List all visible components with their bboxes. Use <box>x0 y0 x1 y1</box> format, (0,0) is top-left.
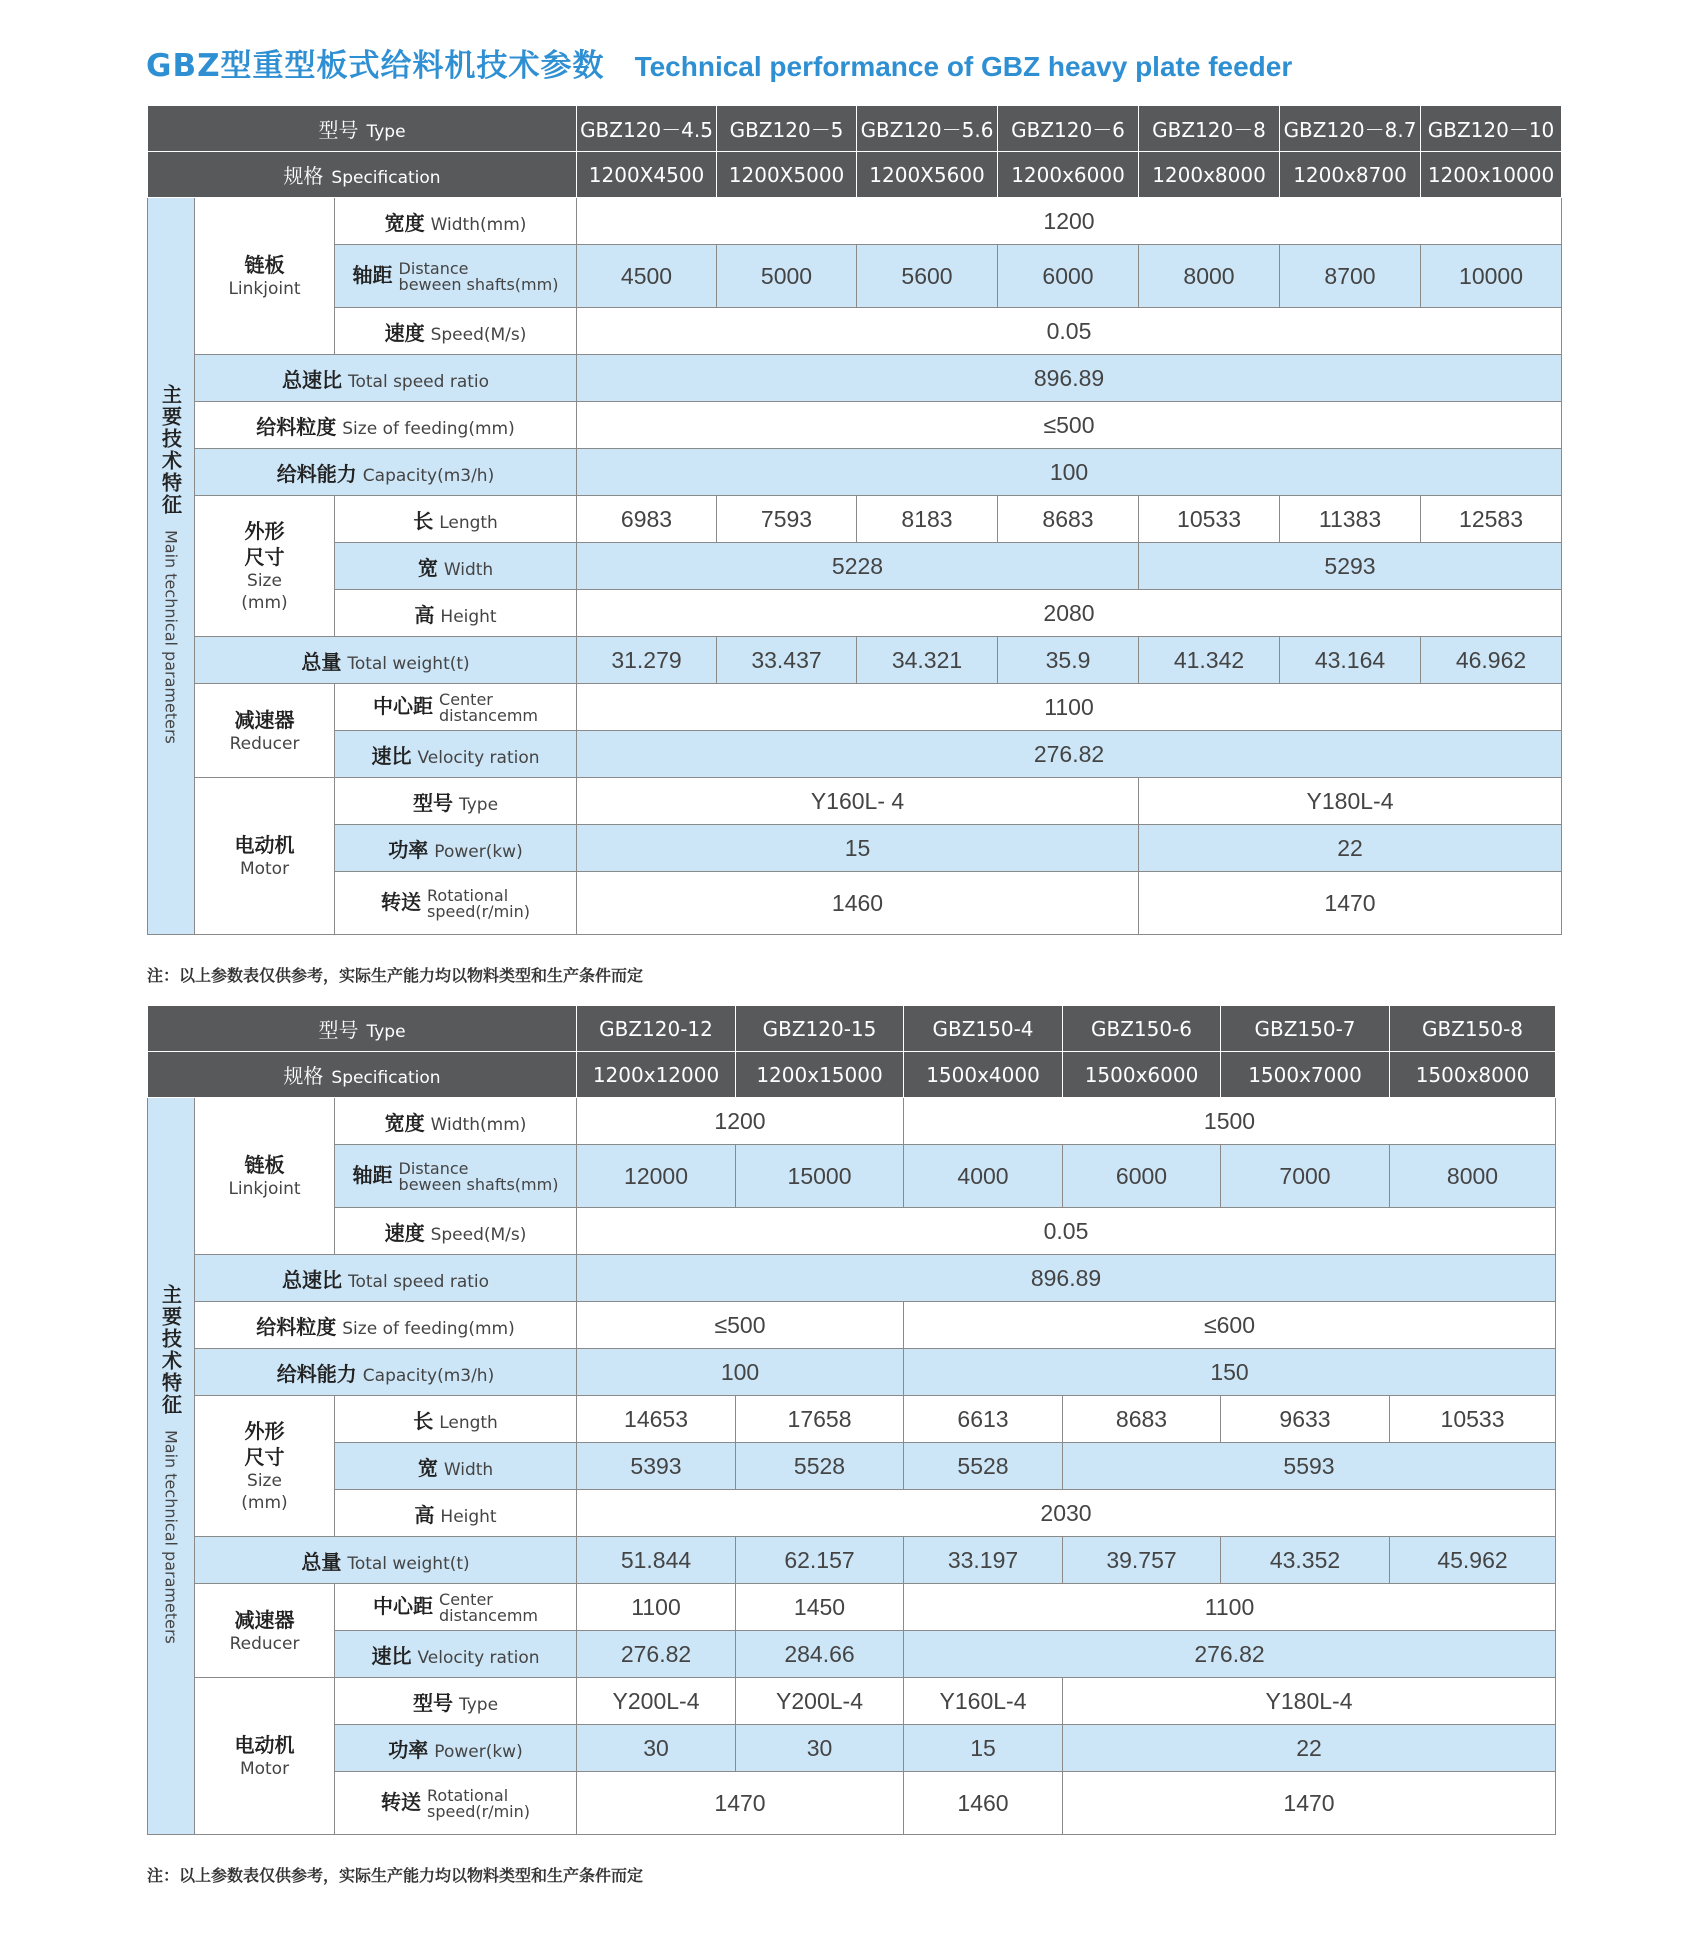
capacity-label: 给料能力 Capacity(m3/h) <box>195 449 577 496</box>
width-label: 宽度 Width(mm) <box>335 1098 577 1145</box>
center-label: 中心距 Center distancemm <box>335 684 577 731</box>
type-cell: GBZ120－10 <box>1421 106 1562 152</box>
title-chinese: GBZ型重型板式给料机技术参数 <box>146 48 605 84</box>
size-width-cell: 5393 <box>577 1443 736 1490</box>
type-cell: GBZ120－5 <box>717 106 857 152</box>
velocity-label: 速比 Velocity ration <box>335 1631 577 1678</box>
spec-table-1 <box>147 105 1562 935</box>
length-cell: 12583 <box>1421 496 1562 543</box>
speed-row <box>148 1208 1556 1255</box>
length-cell: 7593 <box>717 496 857 543</box>
length-cell: 9633 <box>1221 1396 1390 1443</box>
ratio-value: 896.89 <box>577 1255 1556 1302</box>
size-width-row <box>148 1443 1556 1490</box>
feed-cell: ≤500 <box>577 1302 904 1349</box>
spec-cell: 1200x10000 <box>1421 152 1562 198</box>
reducer-label: 减速器 Reducer <box>195 684 335 778</box>
weight-cell: 43.352 <box>1221 1537 1390 1584</box>
type-cell: GBZ150-6 <box>1063 1006 1221 1052</box>
type-cell: GBZ120－8 <box>1139 106 1280 152</box>
spec-cell: 1500x7000 <box>1221 1052 1390 1098</box>
weight-cell: 39.757 <box>1063 1537 1221 1584</box>
weight-cell: 33.197 <box>904 1537 1063 1584</box>
size-width-row <box>148 543 1562 590</box>
spec-cell: 1200X4500 <box>577 152 717 198</box>
motor-type-cell: Y180L-4 <box>1063 1678 1556 1725</box>
spec-cell: 1200x15000 <box>736 1052 904 1098</box>
distance-cell: 6000 <box>1063 1145 1221 1208</box>
height-value: 2030 <box>577 1490 1556 1537</box>
motor-type-cell: Y160L- 4 <box>577 778 1139 825</box>
reducer-label: 减速器 Reducer <box>195 1584 335 1678</box>
weight-label: 总量 Total weight(t) <box>195 1537 577 1584</box>
speed-value: 0.05 <box>577 1208 1556 1255</box>
size-label: 外形 尺寸 Size (mm) <box>195 1396 335 1537</box>
page-title <box>146 40 1292 84</box>
distance-cell: 4500 <box>577 245 717 308</box>
rotation-cell: 1460 <box>904 1772 1063 1835</box>
ratio-row <box>148 355 1562 402</box>
weight-cell: 43.164 <box>1280 637 1421 684</box>
length-cell: 11383 <box>1280 496 1421 543</box>
motor-type-cell: Y200L-4 <box>577 1678 736 1725</box>
spec-row <box>148 1052 1556 1098</box>
distance-cell: 10000 <box>1421 245 1562 308</box>
distance-cell: 5000 <box>717 245 857 308</box>
distance-cell: 6000 <box>998 245 1139 308</box>
linkjoint-label: 链板 Linkjoint <box>195 1098 335 1255</box>
weight-cell: 45.962 <box>1390 1537 1556 1584</box>
note-1: 注：以上参数表仅供参考，实际生产能力均以物料类型和生产条件而定 <box>147 966 644 985</box>
weight-row <box>148 1537 1556 1584</box>
motor-type-cell: Y180L-4 <box>1139 778 1562 825</box>
capacity-row <box>148 449 1562 496</box>
type-cell: GBZ150-8 <box>1390 1006 1556 1052</box>
feed-value: ≤500 <box>577 402 1562 449</box>
size-width-label: 宽 Width <box>335 1443 577 1490</box>
speed-value: 0.05 <box>577 308 1562 355</box>
ratio-value: 896.89 <box>577 355 1562 402</box>
side-label: 主要技术特征 Main technical parameters <box>148 1098 195 1835</box>
type-header: 型号 Type <box>148 106 577 152</box>
distance-row <box>148 1145 1556 1208</box>
type-cell: GBZ120－8.7 <box>1280 106 1421 152</box>
center-cell: 1450 <box>736 1584 904 1631</box>
width-label: 宽度 Width(mm) <box>335 198 577 245</box>
power-cell: 30 <box>577 1725 736 1772</box>
spec-cell: 1200x8000 <box>1139 152 1280 198</box>
capacity-label: 给料能力 Capacity(m3/h) <box>195 1349 577 1396</box>
center-row <box>148 684 1562 731</box>
ratio-row <box>148 1255 1556 1302</box>
rotation-cell: 1470 <box>1139 872 1562 935</box>
note-2: 注：以上参数表仅供参考，实际生产能力均以物料类型和生产条件而定 <box>147 1866 644 1885</box>
size-label: 外形 尺寸 Size (mm) <box>195 496 335 637</box>
width-row <box>148 198 1562 245</box>
power-row <box>148 1725 1556 1772</box>
speed-label: 速度 Speed(M/s) <box>335 1208 577 1255</box>
weight-cell: 31.279 <box>577 637 717 684</box>
linkjoint-label: 链板 Linkjoint <box>195 198 335 355</box>
power-cell: 15 <box>577 825 1139 872</box>
distance-cell: 4000 <box>904 1145 1063 1208</box>
weight-cell: 34.321 <box>857 637 998 684</box>
type-header: 型号 Type <box>148 1006 577 1052</box>
distance-cell: 8000 <box>1139 245 1280 308</box>
weight-cell: 51.844 <box>577 1537 736 1584</box>
power-cell: 22 <box>1139 825 1562 872</box>
length-row <box>148 1396 1556 1443</box>
distance-label: 轴距 Distance beween shafts(mm) <box>335 245 577 308</box>
rotation-cell: 1460 <box>577 872 1139 935</box>
distance-cell: 5600 <box>857 245 998 308</box>
type-cell: GBZ120－6 <box>998 106 1139 152</box>
power-label: 功率 Power(kw) <box>335 1725 577 1772</box>
motor-type-label: 型号 Type <box>335 1678 577 1725</box>
weight-cell: 33.437 <box>717 637 857 684</box>
length-cell: 17658 <box>736 1396 904 1443</box>
height-value: 2080 <box>577 590 1562 637</box>
distance-cell: 8000 <box>1390 1145 1556 1208</box>
type-cell: GBZ120－5.6 <box>857 106 998 152</box>
length-cell: 8183 <box>857 496 998 543</box>
motor-label: 电动机 Motor <box>195 778 335 935</box>
rotation-row <box>148 872 1562 935</box>
spec-cell: 1500x4000 <box>904 1052 1063 1098</box>
rotation-row <box>148 1772 1556 1835</box>
center-cell: 1100 <box>577 1584 736 1631</box>
spec-cell: 1200x12000 <box>577 1052 736 1098</box>
length-label: 长 Length <box>335 496 577 543</box>
height-row <box>148 1490 1556 1537</box>
size-width-cell: 5593 <box>1063 1443 1556 1490</box>
ratio-label: 总速比 Total speed ratio <box>195 1255 577 1302</box>
center-row <box>148 1584 1556 1631</box>
weight-cell: 46.962 <box>1421 637 1562 684</box>
distance-cell: 15000 <box>736 1145 904 1208</box>
length-cell: 10533 <box>1390 1396 1556 1443</box>
length-cell: 14653 <box>577 1396 736 1443</box>
length-cell: 8683 <box>998 496 1139 543</box>
spec-row <box>148 152 1562 198</box>
rotation-cell: 1470 <box>1063 1772 1556 1835</box>
title-english: Technical performance of GBZ heavy plate feeder <box>634 51 1293 82</box>
power-cell: 15 <box>904 1725 1063 1772</box>
weight-cell: 41.342 <box>1139 637 1280 684</box>
spec-cell: 1200X5000 <box>717 152 857 198</box>
velocity-cell: 284.66 <box>736 1631 904 1678</box>
feed-row <box>148 1302 1556 1349</box>
distance-cell: 8700 <box>1280 245 1421 308</box>
size-width-cell: 5528 <box>736 1443 904 1490</box>
type-cell: GBZ120－4.5 <box>577 106 717 152</box>
type-cell: GBZ150-7 <box>1221 1006 1390 1052</box>
ratio-label: 总速比 Total speed ratio <box>195 355 577 402</box>
motor-type-row <box>148 778 1562 825</box>
height-row <box>148 590 1562 637</box>
width-cell: 1500 <box>904 1098 1556 1145</box>
distance-row <box>148 245 1562 308</box>
width-cell: 1200 <box>577 1098 904 1145</box>
type-row <box>148 106 1562 152</box>
motor-type-label: 型号 Type <box>335 778 577 825</box>
spec-cell: 1200x8700 <box>1280 152 1421 198</box>
velocity-cell: 276.82 <box>904 1631 1556 1678</box>
feed-label: 给料粒度 Size of feeding(mm) <box>195 402 577 449</box>
capacity-value: 100 <box>577 449 1562 496</box>
spec-cell: 1500x8000 <box>1390 1052 1556 1098</box>
type-cell: GBZ150-4 <box>904 1006 1063 1052</box>
size-width-cell: 5528 <box>904 1443 1063 1490</box>
feed-cell: ≤600 <box>904 1302 1556 1349</box>
feed-row <box>148 402 1562 449</box>
motor-type-cell: Y160L-4 <box>904 1678 1063 1725</box>
center-label: 中心距 Center distancemm <box>335 1584 577 1631</box>
speed-row <box>148 308 1562 355</box>
distance-cell: 7000 <box>1221 1145 1390 1208</box>
capacity-cell: 150 <box>904 1349 1556 1396</box>
weight-label: 总量 Total weight(t) <box>195 637 577 684</box>
length-cell: 6613 <box>904 1396 1063 1443</box>
power-label: 功率 Power(kw) <box>335 825 577 872</box>
power-cell: 22 <box>1063 1725 1556 1772</box>
width-value: 1200 <box>577 198 1562 245</box>
size-width-cell: 5228 <box>577 543 1139 590</box>
spec-cell: 1200x6000 <box>998 152 1139 198</box>
height-label: 高 Height <box>335 590 577 637</box>
capacity-cell: 100 <box>577 1349 904 1396</box>
type-cell: GBZ120-12 <box>577 1006 736 1052</box>
center-value: 1100 <box>577 684 1562 731</box>
spec-header: 规格 Specification <box>148 152 577 198</box>
type-cell: GBZ120-15 <box>736 1006 904 1052</box>
rotation-cell: 1470 <box>577 1772 904 1835</box>
length-cell: 10533 <box>1139 496 1280 543</box>
size-width-label: 宽 Width <box>335 543 577 590</box>
height-label: 高 Height <box>335 1490 577 1537</box>
length-row <box>148 496 1562 543</box>
capacity-row <box>148 1349 1556 1396</box>
length-cell: 6983 <box>577 496 717 543</box>
motor-type-cell: Y200L-4 <box>736 1678 904 1725</box>
rotation-label: 转送 Rotational speed(r/min) <box>335 872 577 935</box>
distance-cell: 12000 <box>577 1145 736 1208</box>
power-row <box>148 825 1562 872</box>
weight-cell: 62.157 <box>736 1537 904 1584</box>
velocity-cell: 276.82 <box>577 1631 736 1678</box>
center-cell: 1100 <box>904 1584 1556 1631</box>
feed-label: 给料粒度 Size of feeding(mm) <box>195 1302 577 1349</box>
spec-cell: 1200X5600 <box>857 152 998 198</box>
weight-row <box>148 637 1562 684</box>
motor-type-row <box>148 1678 1556 1725</box>
motor-label: 电动机 Motor <box>195 1678 335 1835</box>
velocity-row <box>148 1631 1556 1678</box>
size-width-cell: 5293 <box>1139 543 1562 590</box>
side-label: 主要技术特征 Main technical parameters <box>148 198 195 935</box>
weight-cell: 35.9 <box>998 637 1139 684</box>
length-label: 长 Length <box>335 1396 577 1443</box>
spec-header: 规格 Specification <box>148 1052 577 1098</box>
width-row <box>148 1098 1556 1145</box>
length-cell: 8683 <box>1063 1396 1221 1443</box>
spec-table-2 <box>147 1005 1556 1835</box>
rotation-label: 转送 Rotational speed(r/min) <box>335 1772 577 1835</box>
velocity-row <box>148 731 1562 778</box>
distance-label: 轴距 Distance beween shafts(mm) <box>335 1145 577 1208</box>
spec-cell: 1500x6000 <box>1063 1052 1221 1098</box>
velocity-label: 速比 Velocity ration <box>335 731 577 778</box>
power-cell: 30 <box>736 1725 904 1772</box>
type-row <box>148 1006 1556 1052</box>
speed-label: 速度 Speed(M/s) <box>335 308 577 355</box>
velocity-value: 276.82 <box>577 731 1562 778</box>
